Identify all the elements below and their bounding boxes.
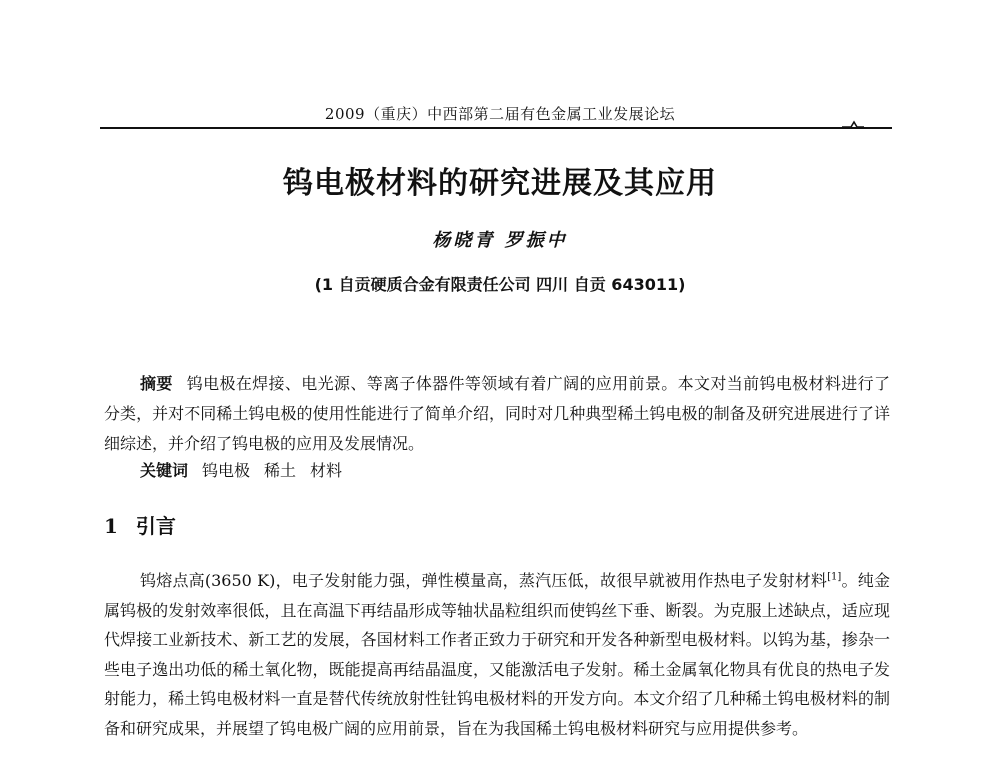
abstract bbox=[104, 369, 890, 459]
keyword-item: 钨电极 bbox=[202, 461, 251, 480]
keyword-item: 稀土 bbox=[264, 461, 297, 480]
keywords-label: 关键词 bbox=[140, 461, 189, 480]
paper-authors: 杨晓青 罗振中 bbox=[432, 230, 568, 251]
section-number: 1 bbox=[104, 514, 118, 538]
abstract-label: 摘要 bbox=[140, 374, 173, 393]
running-head: 2009（重庆）中西部第二届有色金属工业发展论坛 bbox=[324, 105, 676, 123]
section-title: 引言 bbox=[135, 514, 176, 538]
paragraph-text-part2: 。纯金属钨极的发射效率很低，且在高温下再结晶形成等轴状晶粒组织而使钨丝下垂、断裂。为克服上述缺点，适应现代焊接工业新技术、新工艺的发展，各国材料工作者正致力于研究和开发各种新型电极材料。以钨为基，掺杂一些电子逸出功低的稀土氧化物，既能提高再结晶温度，又能激活电子发射。稀土金属氧化物具有优良的热电子发射能力，稀土钨电极材料一直是替代传统放射性钍钨电极材料的开发方向。本文介绍了几种稀土钨电极材料的制备和研究成果，并展望了钨电极广阔的应用前景，旨在为我国稀土钨电极材料研究与应用提供参考。 bbox=[104, 571, 890, 738]
citation-marker[interactable]: [1] bbox=[827, 571, 842, 583]
paper-affiliation: (1 自贡硬质合金有限责任公司 四川 自贡 643011) bbox=[314, 275, 686, 294]
section-body-paragraph bbox=[104, 566, 890, 743]
header-rule-mark-icon bbox=[842, 120, 864, 130]
section-heading bbox=[104, 510, 176, 539]
paper-title: 钨电极材料的研究进展及其应用 bbox=[283, 166, 717, 201]
keywords bbox=[140, 456, 890, 486]
abstract-text: 钨电极在焊接、电光源、等离子体器件等领域有着广阔的应用前景。本文对当前钨电极材料进行了分类，并对不同稀土钨电极的使用性能进行了简单介绍，同时对几种典型稀土钨电极的制备及研究进展进行了详细综述，并介绍了钨电极的应用及发展情况。 bbox=[104, 374, 890, 453]
header-rule bbox=[100, 127, 892, 129]
keyword-item: 材料 bbox=[310, 461, 343, 480]
paragraph-text-part1: 钨熔点高(3650 K)，电子发射能力强，弹性模量高，蒸汽压低，故很早就被用作热电子发射材料 bbox=[140, 571, 828, 590]
